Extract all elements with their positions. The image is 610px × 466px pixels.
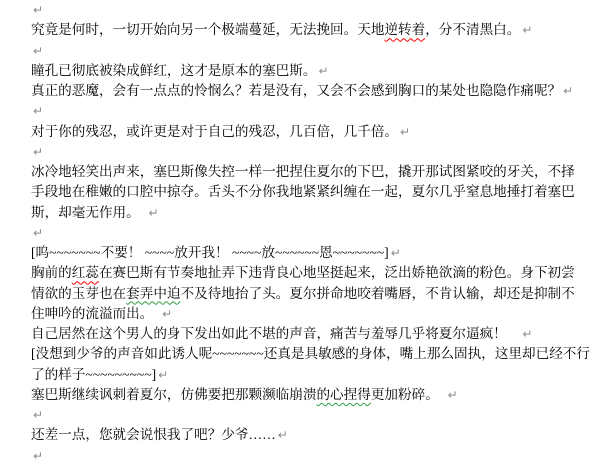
text-run: 究竟是何时，一切开始向另一个极端蔓延，无法挽回。天地 [31, 22, 385, 38]
paragraph-mark-icon: ↵ [33, 408, 44, 422]
text-run: 住呻吟的流溢而出。 [31, 305, 161, 321]
text-run: ，分不清黑白。 [425, 22, 521, 38]
text-line [31, 122, 610, 142]
text-run: 瞳孔已彻底被染成鲜红，这才是原本的塞巴斯。 [31, 62, 317, 78]
text-run: 了的样子~~~~~~~~~] [31, 366, 157, 382]
paragraph-mark-icon: ↵ [33, 43, 44, 58]
paragraph-mark-icon: ↵ [33, 144, 44, 159]
text-run: 更加粉碎。 [370, 386, 446, 402]
text-line [31, 81, 610, 101]
text-line [31, 142, 610, 162]
paragraph-mark-icon: ↵ [522, 327, 533, 341]
text-run: 胸前的 [31, 265, 72, 281]
text-line [31, 41, 610, 61]
paragraph-mark-icon: ↵ [447, 387, 458, 402]
text-line [31, 0, 610, 20]
text-line [31, 365, 610, 385]
text-line [31, 425, 610, 445]
text-run: 在赛巴斯有节奏地扯弄下违背良心地坚挺起来，泛出娇艳欲滴的粉色。身下初尝 [98, 265, 575, 281]
paragraph-mark-icon: ↵ [148, 205, 159, 220]
text-run: [没想到少爷的声音如此诱人呢~~~~~~~还真是具敏感的身体，嘴上那么固执，这里却已经不行 [31, 346, 590, 362]
text-run: 手段地在稚嫩的口腔中掠夺。舌头不分你我地紧紧纠缠在一起，夏尔几乎窒息地捶打着塞巴 [31, 184, 575, 200]
text-line [31, 223, 610, 243]
paragraph-mark-icon: ↵ [277, 428, 288, 443]
paragraph-mark-icon: ↵ [33, 3, 44, 17]
text-run: 还差一点，您就会说恨我了吧？少爷…… [31, 427, 276, 443]
text-run: 自己居然在这个男人的身下发出如此不堪的声音，痛苦与羞辱几乎将夏尔逼疯！ [31, 326, 521, 341]
text-line [31, 162, 610, 182]
text-line [31, 243, 610, 263]
paragraph-mark-icon: ↵ [33, 225, 44, 240]
paragraph-mark-icon: ↵ [33, 448, 44, 463]
paragraph-mark-icon: ↵ [162, 306, 173, 321]
text-line [31, 182, 610, 202]
text-line [31, 263, 610, 283]
paragraph-mark-icon: ↵ [522, 23, 533, 38]
paragraph-mark-icon: ↵ [158, 367, 169, 382]
text-run: 冰冷地轻笑出声来，塞巴斯像失控一样一把捏住夏尔的下巴，撬开那试图紧咬的牙关，不择 [31, 164, 575, 179]
text-run: 情欲的玉芽也在 [31, 285, 127, 301]
text-run: 斯，却毫无作用。 [31, 204, 147, 220]
text-line [31, 101, 610, 121]
text-run: 不及待地抬了头。夏尔拼命地咬着嘴唇，不肯认输，却还是抑制不 [180, 285, 575, 301]
grammar-squiggle-text: 套弄中迫 [126, 285, 181, 301]
text-line [31, 284, 610, 304]
text-line [31, 61, 610, 81]
paragraph-mark-icon: ↵ [400, 124, 411, 139]
paragraph-mark-icon: ↵ [33, 104, 44, 119]
paragraph-mark-icon: ↵ [390, 246, 401, 260]
text-line [31, 203, 610, 223]
text-run: 真正的恶魔，会有一点点的怜悯么？若是没有，又会不会感到胸口的某处也隐隐作痛呢？ [31, 83, 562, 98]
text-run: [呜~~~~~~~不要！ ~~~~放开我！ ~~~~放~~~~~~恩~~~~~~~] [31, 245, 389, 260]
text-line [31, 344, 610, 364]
grammar-squiggle-text: 的心捏得 [316, 386, 371, 402]
spelling-squiggle-text: 红蕊 [71, 265, 99, 281]
text-run: 对于你的残忍，或许更是对于自己的残忍，几百倍，几千倍。 [31, 123, 399, 139]
text-line [31, 324, 610, 344]
text-run: 塞巴斯继续讽刺着夏尔，仿佛要把那颗濒临崩溃 [31, 386, 317, 402]
paragraph-mark-icon: ↵ [563, 84, 574, 98]
text-line [31, 446, 610, 466]
text-line [31, 20, 610, 40]
spelling-squiggle-text: 逆转着 [384, 22, 426, 38]
text-line [31, 405, 610, 425]
text-line [31, 385, 610, 405]
paragraph-mark-icon: ↵ [318, 63, 329, 78]
text-line [31, 304, 610, 324]
